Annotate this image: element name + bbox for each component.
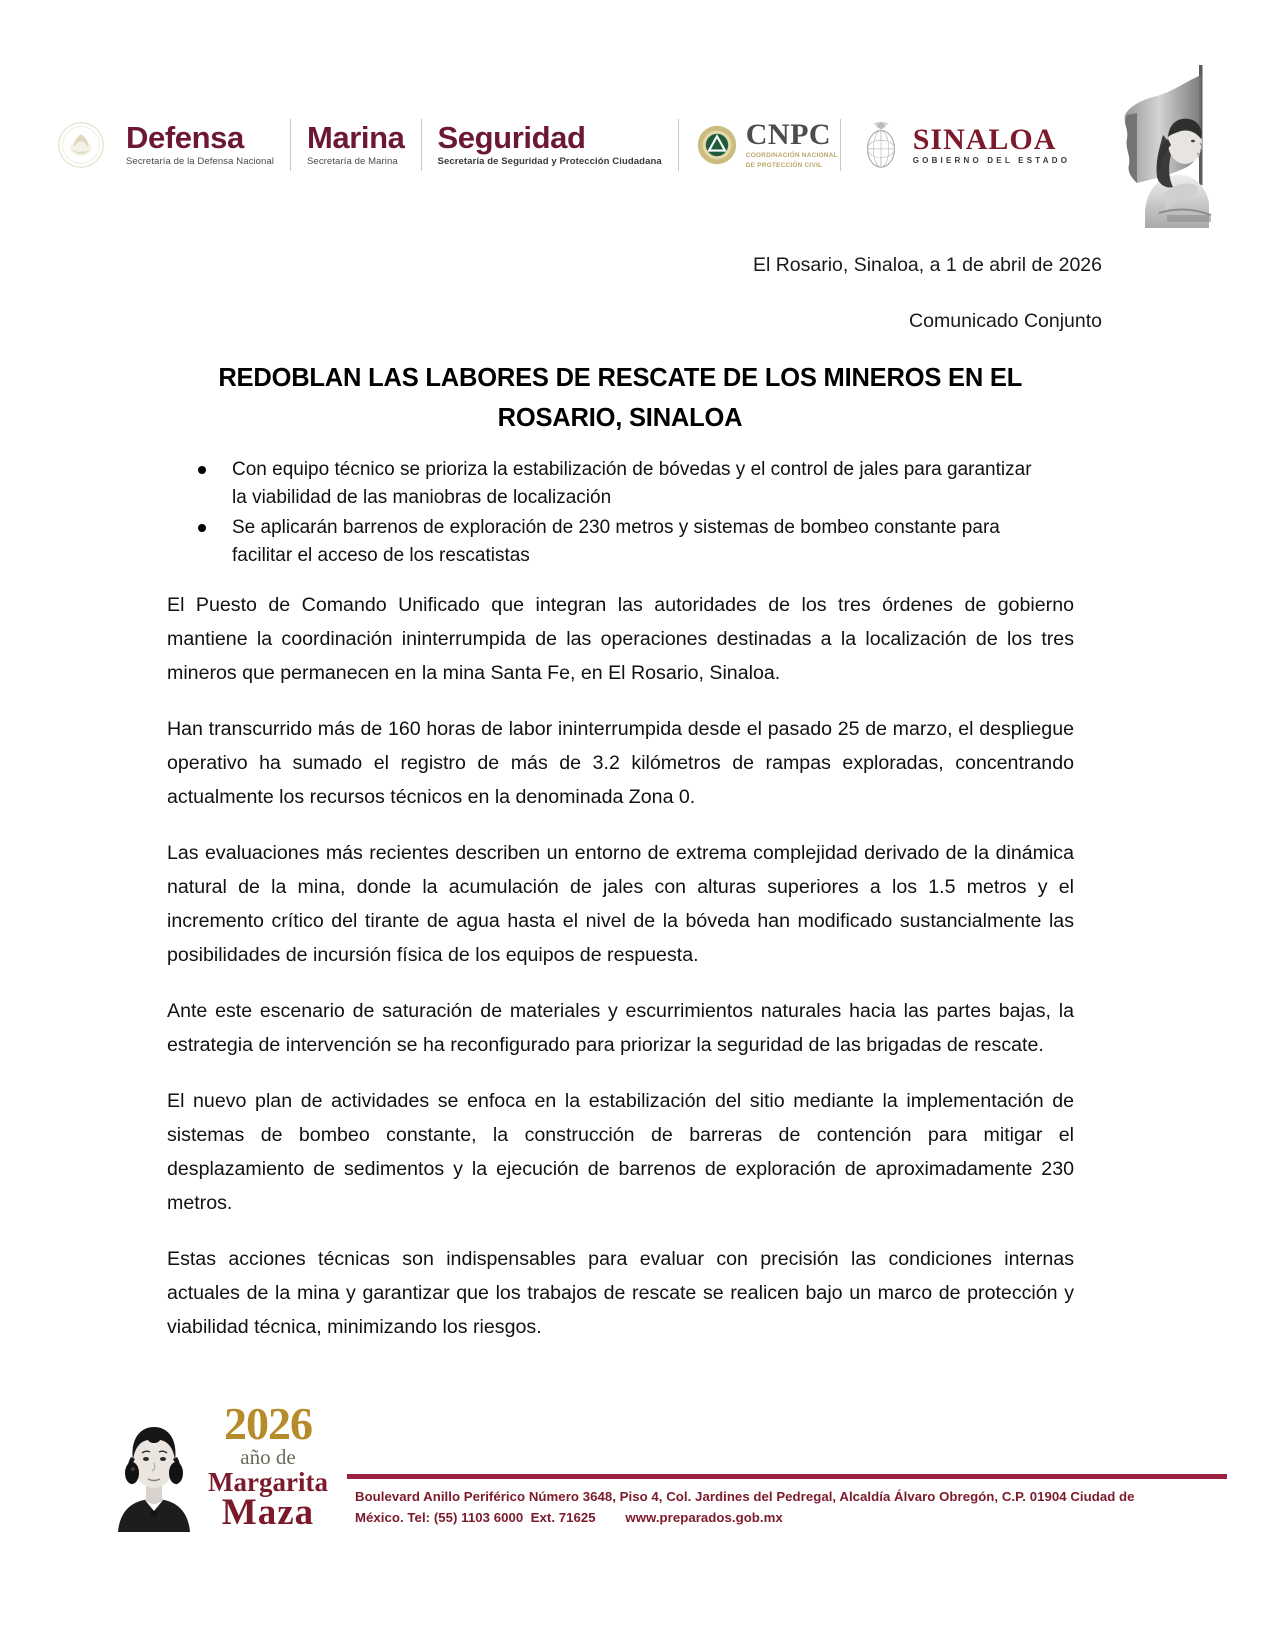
brand-defensa-word: Defensa bbox=[126, 120, 244, 155]
commemorative-name-first: Margarita bbox=[208, 1467, 328, 1497]
page-title bbox=[170, 358, 1070, 438]
brand-marina-word: Marina bbox=[307, 120, 405, 155]
sinaloa-coat-of-arms-icon bbox=[859, 118, 903, 172]
dateline: El Rosario, Sinaloa, a 1 de abril de 2026 bbox=[752, 254, 1102, 276]
body-content bbox=[167, 588, 1074, 1344]
brand-sinaloa-text bbox=[913, 124, 1070, 166]
bullet-icon bbox=[198, 524, 206, 532]
commemorative-name-last: Maza bbox=[221, 1492, 315, 1533]
mexican-coat-of-arms-icon bbox=[58, 122, 104, 168]
divider bbox=[290, 119, 291, 171]
document-footer bbox=[0, 1360, 1275, 1650]
brand-marina-subtitle: Secretaría de Marina bbox=[307, 156, 398, 167]
paragraph: Las evaluaciones más recientes describen un entorno de extrema complejidad derivado de la dinámica natural de la mina, donde la acumulación de jales con alturas superiores a los 1.5 metros y el incremento crítico del tirante de agua hasta el nivel de la bóveda han modificado sustancialmente las posibilidades de incursión física de los equipos de respuesta. bbox=[167, 842, 1074, 966]
brand-seguridad bbox=[424, 122, 676, 168]
list-item-text: Con equipo técnico se prioriza la estabilización de bóvedas y el control de jales para garantizar la viabilidad de las maniobras de localización bbox=[232, 459, 1032, 508]
footer-divider bbox=[347, 1474, 1227, 1479]
civil-protection-icon bbox=[697, 125, 737, 165]
commemorative-year-logo bbox=[108, 1397, 338, 1532]
divider bbox=[678, 119, 679, 171]
brand-sinaloa bbox=[843, 118, 1070, 172]
paragraph: Han transcurrido más de 160 horas de labor ininterrumpida desde el pasado 25 de marzo, el despliegue operativo ha sumado el registro de más de 3.2 kilómetros de rampas exploradas, concentrando actualmente los recursos técnicos en la denominada Zona 0. bbox=[167, 718, 1074, 808]
brand-defensa bbox=[112, 122, 288, 168]
paragraph: El Puesto de Comando Unificado que integran las autoridades de los tres órdenes de gobierno mantiene la coordinación ininterrumpida de las operaciones destinadas a la localización de los tres mineros que permanecen en la mina Santa Fe, en El Rosario, Sinaloa. bbox=[167, 594, 1074, 684]
brand-cnpc-subtitle-line2: DE PROTECCIÓN CIVIL bbox=[745, 162, 823, 169]
brand-cnpc-title: CNPC bbox=[745, 118, 832, 151]
brand-cnpc bbox=[681, 120, 838, 170]
footer-address-line1: Boulevard Anillo Periférico Número 3648, Piso 4, Col. Jardines del Pedregal, Alcaldía Álvaro Obregón, C.P. 01904 Ciudad de bbox=[355, 1489, 1135, 1504]
commemorative-ano-de: año de bbox=[240, 1445, 296, 1469]
commemorative-year: 2026 bbox=[223, 1398, 312, 1449]
brand-cnpc-subtitle-line1: COORDINACIÓN NACIONAL bbox=[745, 152, 838, 159]
margarita-maza-portrait bbox=[108, 1407, 200, 1532]
brand-cnpc-text bbox=[746, 120, 838, 170]
commemorative-text bbox=[208, 1398, 328, 1533]
footer-address-line2: México. Tel: (55) 1103 6000 Ext. 71625 www.preparados.gob.mx bbox=[355, 1510, 783, 1525]
brand-sinaloa-title: SINALOA bbox=[912, 123, 1057, 156]
brand-sinaloa-subtitle: GOBIERNO DEL ESTADO bbox=[912, 156, 1071, 165]
footer-address bbox=[355, 1486, 1235, 1528]
list-item bbox=[198, 514, 1048, 570]
brand-defensa-subtitle: Secretaría de la Defensa Nacional bbox=[126, 156, 274, 167]
list-item-text: Se aplicarán barrenos de exploración de 230 metros y sistemas de bombeo constante para facilitar el acceso de los rescatistas bbox=[232, 517, 1000, 566]
page-title-line1: REDOBLAN LAS LABORES DE RESCATE DE LOS MINEROS EN EL bbox=[218, 364, 1022, 392]
paragraph: El nuevo plan de actividades se enfoca en la estabilización del sitio mediante la implementación de sistemas de bombeo constante, la construcción de barreras de contención para mitigar el desplazamiento de sedimentos y la ejecución de barrenos de exploración de aproximadamente 230 metros. bbox=[167, 1090, 1074, 1214]
paragraph: Ante este escenario de saturación de materiales y escurrimientos naturales hacia las partes bajas, la estrategia de intervención se ha reconfigurado para priorizar la seguridad de las brigadas de rescate. bbox=[167, 1000, 1074, 1056]
brand-seguridad-subtitle: Secretaría de Seguridad y Protección Ciudadana bbox=[437, 156, 662, 167]
divider bbox=[421, 119, 422, 171]
page-title-line2: ROSARIO, SINALOA bbox=[497, 404, 743, 432]
highlights-list bbox=[198, 456, 1048, 572]
flag-woman-illustration bbox=[1067, 63, 1227, 228]
divider bbox=[840, 119, 841, 171]
brand-seguridad-word: Seguridad bbox=[437, 120, 586, 155]
paragraph: Estas acciones técnicas son indispensables para evaluar con precisión las condiciones internas actuales de la mina y garantizar que los trabajos de rescate se realicen bajo un marco de protección y viabilidad técnica, minimizando los riesgos. bbox=[167, 1248, 1074, 1338]
document-header bbox=[0, 88, 1275, 238]
government-logo-strip bbox=[58, 102, 1070, 188]
bullet-icon bbox=[198, 466, 206, 474]
brand-marina bbox=[293, 122, 419, 168]
list-item bbox=[198, 456, 1048, 512]
document-type-label: Comunicado Conjunto bbox=[909, 310, 1102, 332]
